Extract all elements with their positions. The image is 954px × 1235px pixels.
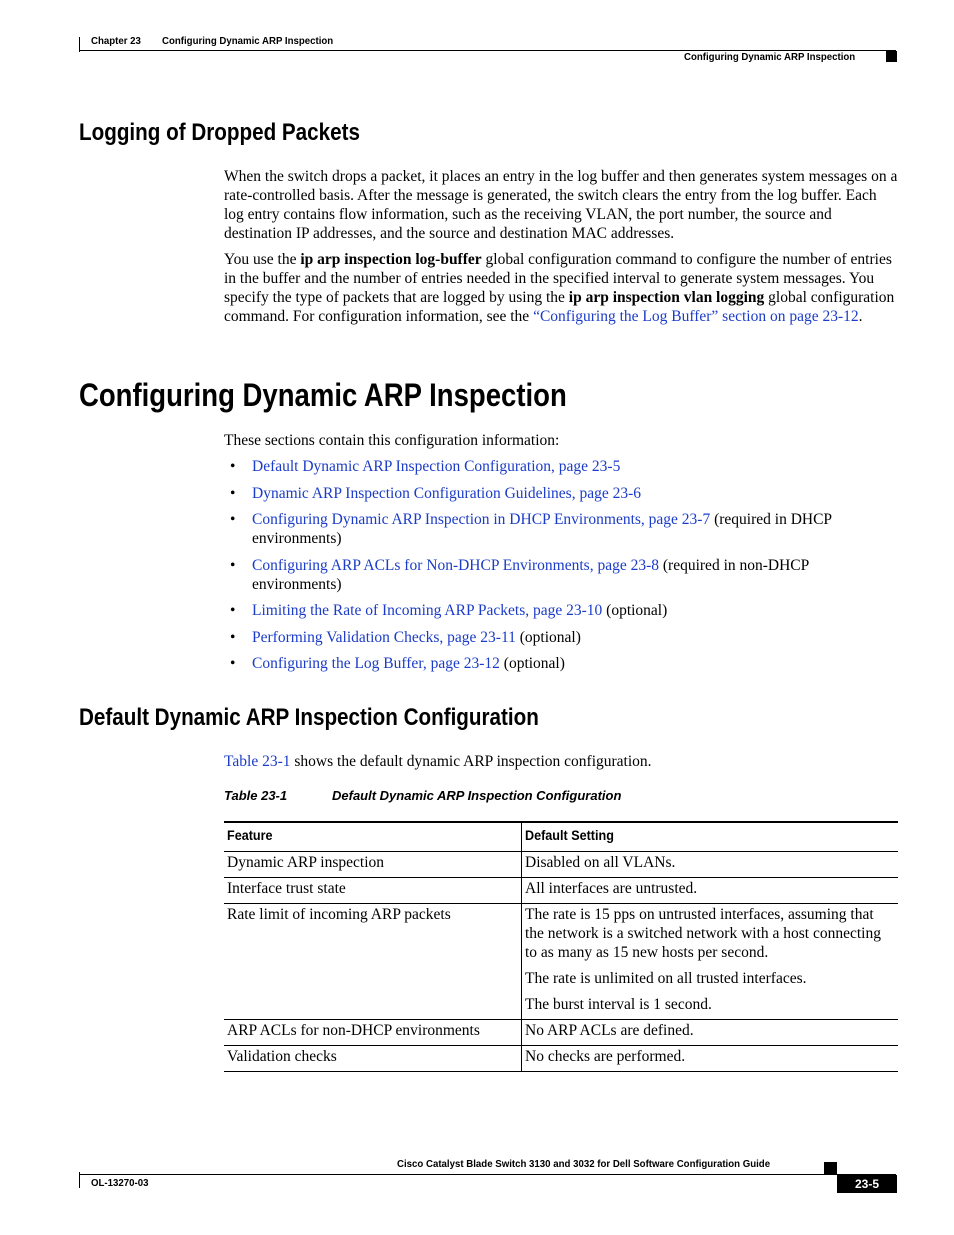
config-intro: These sections contain this configuration information: [224, 432, 560, 449]
cell-feature: Interface trust state [224, 878, 522, 904]
list-item [224, 457, 899, 476]
config-topic-note: (required in non-DHCP environments) [252, 556, 809, 593]
list-item [224, 510, 899, 548]
table-row [224, 1046, 898, 1072]
footer-guide-title: Cisco Catalyst Blade Switch 3130 and 3032 for Dell Software Configuration Guide [397, 1158, 771, 1170]
column-header-feature: Feature [224, 822, 522, 852]
command-vlan-logging: ip arp inspection vlan logging [568, 289, 765, 306]
column-header-default-setting: Default Setting [522, 822, 899, 852]
list-item [224, 556, 899, 594]
table-header-row [224, 822, 898, 852]
setting-text: The rate is unlimited on all trusted interfaces. [525, 970, 807, 987]
page-number: 23-5 [837, 1175, 897, 1193]
cell-feature: ARP ACLs for non-DHCP environments [224, 1020, 522, 1046]
table-row [224, 1020, 898, 1046]
bullet-icon: • [230, 511, 236, 528]
bullet-icon: • [230, 628, 236, 646]
cell-default-setting [522, 1046, 899, 1072]
config-topic-link[interactable]: Limiting the Rate of Incoming ARP Packets, page 23-10 [252, 602, 603, 619]
link-table-23-1[interactable]: Table 23-1 [224, 753, 291, 770]
default-config-table [224, 821, 898, 1072]
bullet-icon: • [230, 458, 236, 475]
config-topic-link[interactable]: Dynamic ARP Inspection Configuration Guidelines, page 23-6 [252, 484, 642, 502]
cell-default-setting [522, 878, 899, 904]
list-item [224, 484, 899, 503]
table-row [224, 878, 898, 904]
header-chapter-label: Chapter 23 [91, 35, 141, 47]
setting-text: All interfaces are untrusted. [525, 880, 698, 897]
table-number: Table 23-1 [224, 788, 288, 803]
list-item [224, 654, 899, 673]
bullet-icon: • [230, 655, 236, 672]
header-marker [886, 51, 897, 62]
cell-default-setting [522, 1020, 899, 1046]
footer-rule [79, 1174, 896, 1175]
config-topic-note: (optional) [499, 655, 565, 672]
setting-text: The burst interval is 1 second. [525, 996, 712, 1013]
setting-text: No checks are performed. [525, 1048, 686, 1065]
header-chapter-title: Configuring Dynamic ARP Inspection [162, 35, 334, 47]
cell-feature: Dynamic ARP inspection [224, 852, 522, 878]
config-topic-list [224, 457, 899, 681]
setting-text: No ARP ACLs are defined. [525, 1022, 694, 1039]
footer-marker [824, 1162, 837, 1174]
section-heading-configuring: Configuring Dynamic ARP Inspection [79, 377, 567, 413]
bullet-icon: • [230, 484, 236, 502]
section-heading-logging: Logging of Dropped Packets [79, 119, 360, 146]
config-topic-link[interactable]: Configuring the Log Buffer, page 23-12 [252, 655, 500, 672]
config-topic-note: (optional) [602, 602, 668, 619]
list-item [224, 628, 899, 647]
section-heading-defaults: Default Dynamic ARP Inspection Configuration [79, 704, 539, 731]
link-log-buffer-section[interactable]: “Configuring the Log Buffer” section on page 23-12 [533, 308, 859, 325]
config-topic-note: (required in DHCP environments) [252, 511, 832, 547]
bullet-icon: • [230, 602, 236, 619]
setting-text: Disabled on all VLANs. [525, 854, 676, 871]
cell-feature: Validation checks [224, 1046, 522, 1072]
cell-feature: Rate limit of incoming ARP packets [224, 904, 522, 1020]
config-topic-link[interactable]: Performing Validation Checks, page 23-11 [252, 628, 516, 646]
header-running-title: Configuring Dynamic ARP Inspection [684, 51, 856, 63]
setting-text: The rate is 15 pps on untrusted interfaces, assuming that the network is a switched network with a host connecting to as many as 15 new hosts per second. [525, 906, 881, 961]
table-row [224, 852, 898, 878]
logging-paragraph-1: When the switch drops a packet, it places an entry in the log buffer and then generates system messages on a rate-controlled basis. After the message is generated, the switch clears the entry from the log buffer. Each log entry contains flow information, such as the receiving VLAN, the port number, the source and destination IP addresses, and the source and destination MAC addresses. [224, 168, 898, 242]
cell-default-setting [522, 904, 899, 1020]
footer-doc-number: OL-13270-03 [91, 1177, 149, 1189]
config-topic-link[interactable]: Configuring Dynamic ARP Inspection in DHCP Environments, page 23-7 [252, 511, 711, 528]
config-topic-note: (optional) [515, 628, 581, 646]
cell-default-setting [522, 852, 899, 878]
config-topic-link[interactable]: Configuring ARP ACLs for Non-DHCP Environments, page 23-8 [252, 556, 660, 574]
list-item [224, 601, 899, 620]
config-topic-link[interactable]: Default Dynamic ARP Inspection Configuration, page 23-5 [252, 458, 621, 475]
bullet-icon: • [230, 556, 236, 574]
defaults-intro: Table 23-1 shows the default dynamic ARP inspection configuration. [224, 753, 652, 770]
table-row [224, 904, 898, 1020]
table-caption [224, 788, 621, 803]
table-title: Default Dynamic ARP Inspection Configuration [332, 788, 622, 803]
logging-paragraph-2: You use the ip arp inspection log-buffer global configuration command to configure the number of entries in the buffer and the number of entries needed in the specified interval to generate system messages. You specify the type of packets that are logged by using the ip arp inspection vlan logging global configuration command. For configuration information, see the “Configuring the Log Buffer” section on page 23-12. [224, 251, 895, 325]
command-log-buffer: ip arp inspection log-buffer [300, 251, 482, 268]
